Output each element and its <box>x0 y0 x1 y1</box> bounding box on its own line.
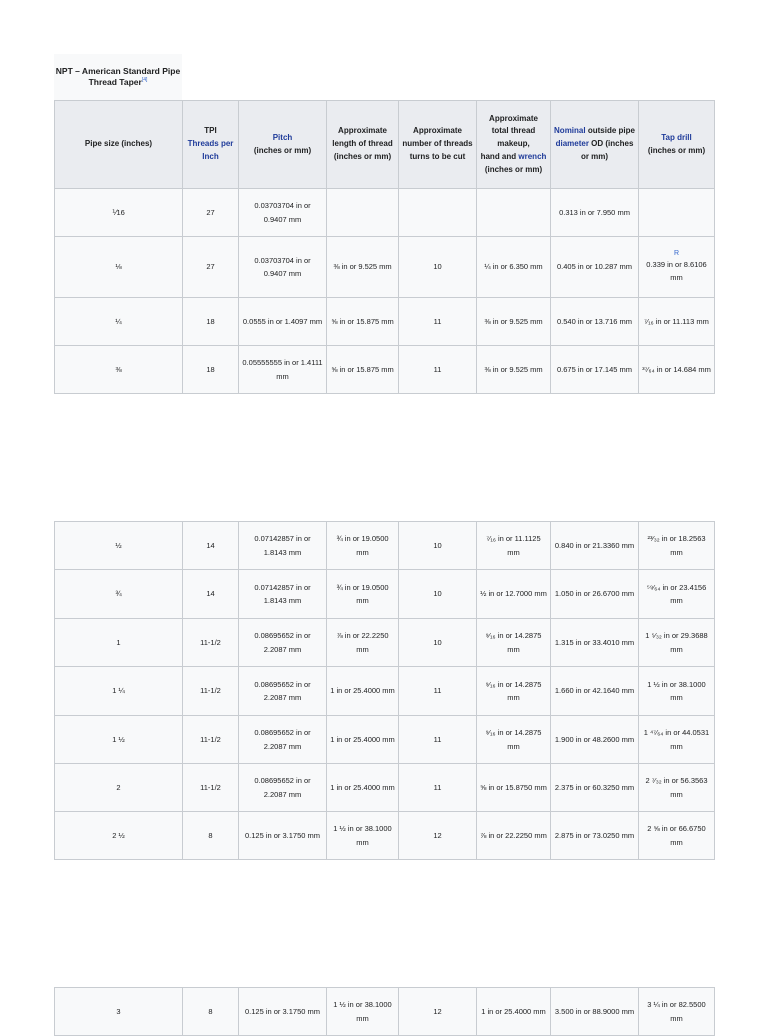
cell-value: ⅛ <box>115 262 122 272</box>
cell-value: 11 <box>433 734 442 744</box>
cell-value: ⅝ in or 15.875 mm <box>331 316 394 326</box>
cell-value: 1.050 in or 26.6700 mm <box>554 589 635 599</box>
cell-makeup <box>477 346 551 394</box>
header-tap-drill: Tap drill (inches or mm) <box>639 101 715 189</box>
reference-link[interactable]: [4] <box>141 77 148 84</box>
cell-value: ⅝ in or 15.875 mm <box>331 364 394 374</box>
cell-value: ⁷⁄₁₆ in or 11.1125 mm <box>486 534 541 557</box>
cell-value: 2 ½ <box>112 830 125 840</box>
cell-pitch <box>239 667 327 716</box>
cell-length <box>327 988 399 1036</box>
cell-tap <box>639 667 715 716</box>
cell-turns <box>399 667 477 716</box>
cell-value: 12 <box>433 830 442 840</box>
cell-turns <box>399 298 477 346</box>
cell-value: ⅜ in or 9.525 mm <box>333 262 392 272</box>
table-caption <box>54 54 182 100</box>
cell-value: ⅞ in or 22.2250 mm <box>480 830 547 840</box>
cell-value: 1 in or 25.4000 mm <box>481 1006 546 1016</box>
cell-tpi <box>183 189 239 237</box>
header-row <box>55 101 715 189</box>
cell-value: 18 <box>206 364 215 374</box>
cell-od <box>551 237 639 298</box>
cell-turns <box>399 716 477 764</box>
header-turns: Approximate number of threads turns to be cut <box>399 101 477 189</box>
cell-tpi <box>183 619 239 667</box>
cell-value: 0.07142857 in or 1.8143 mm <box>254 582 311 605</box>
cell-od <box>551 189 639 237</box>
cell-value: 2 <box>116 782 121 792</box>
cell-value: 0.05555555 in or 1.4111 mm <box>242 358 323 381</box>
cell-makeup <box>477 812 551 860</box>
cell-od <box>551 298 639 346</box>
cell-value: 0.540 in or 13.716 mm <box>556 316 633 326</box>
table-row <box>55 812 715 860</box>
cell-value: 1 ½ in or 38.1000 mm <box>333 1000 392 1023</box>
cell-value: 0.313 in or 7.950 mm <box>559 207 630 217</box>
cell-value: 8 <box>208 1006 213 1016</box>
cell-value: 1 ½ in or 38.1000 mm <box>647 679 706 702</box>
cell-od <box>551 988 639 1036</box>
cell-turns <box>399 619 477 667</box>
cell-value: 0.08695652 in or 2.2087 mm <box>254 776 311 799</box>
cell-value: 2 ⅝ in or 66.6750 mm <box>647 824 706 847</box>
cell-size <box>55 346 183 394</box>
cell-makeup <box>477 716 551 764</box>
cell-makeup <box>477 298 551 346</box>
cell-turns <box>399 237 477 298</box>
cell-makeup <box>477 237 551 298</box>
cell-pitch <box>239 812 327 860</box>
cell-value: 0.675 in or 17.145 mm <box>556 364 633 374</box>
cell-value: ¾ in or 19.0500 mm <box>336 534 389 557</box>
table-row <box>55 764 715 812</box>
cell-size <box>55 667 183 716</box>
cell-od <box>551 667 639 716</box>
cell-value: ¼ <box>115 316 122 326</box>
wrench-link[interactable]: wrench <box>518 151 547 161</box>
cell-value: 27 <box>206 207 215 217</box>
cell-value: 0.405 in or 10.287 mm <box>556 262 633 272</box>
cell-turns <box>399 189 477 237</box>
cell-value: ⅜ in or 9.525 mm <box>484 364 543 374</box>
cell-length <box>327 619 399 667</box>
cell-turns <box>399 812 477 860</box>
diameter-link[interactable]: diameter <box>555 139 589 149</box>
cell-length <box>327 346 399 394</box>
nominal-link[interactable]: Nominal <box>554 126 586 136</box>
cell-value: 0.125 in or 3.1750 mm <box>244 1006 321 1016</box>
cell-value: 11-1/2 <box>200 637 221 647</box>
cell-value: ⅝ in or 15.8750 mm <box>480 782 547 792</box>
cell-value: 10 <box>433 262 442 272</box>
cell-value: ¾ <box>115 589 122 599</box>
cell-value: 11 <box>433 316 442 326</box>
cell-value: 2 ⁷⁄₃₂ in or 56.3563 mm <box>645 776 708 799</box>
cell-value: 0.03703704 in or 0.9407 mm <box>254 201 311 224</box>
header-pitch: Pitch (inches or mm) <box>239 101 327 189</box>
cell-value: 27 <box>206 262 215 272</box>
cell-value: 11-1/2 <box>200 734 221 744</box>
cell-value: 2.375 in or 60.3250 mm <box>554 782 635 792</box>
cell-value: ⁷⁄₁₆ in or 11.113 mm <box>644 316 709 326</box>
cell-value: ²³⁄₃₂ in or 18.2563 mm <box>647 534 706 557</box>
cell-turns <box>399 988 477 1036</box>
cell-value: 8 <box>208 830 213 840</box>
cell-size <box>55 764 183 812</box>
cell-od <box>551 346 639 394</box>
cell-od <box>551 522 639 570</box>
cell-makeup <box>477 619 551 667</box>
cell-value: 1.660 in or 42.1640 mm <box>554 686 635 696</box>
table-row <box>55 346 715 394</box>
cell-makeup <box>477 764 551 812</box>
cell-value: 0.03703704 in or 0.9407 mm <box>254 255 311 278</box>
cell-value: 10 <box>433 540 442 550</box>
cell-pitch <box>239 716 327 764</box>
tap-drill-link[interactable]: Tap drill <box>661 132 692 142</box>
cell-value: 0.07142857 in or 1.8143 mm <box>254 534 311 557</box>
cell-tpi <box>183 237 239 298</box>
cell-value: 1 ¼ <box>112 686 125 696</box>
npt-table-section-3 <box>54 987 715 1036</box>
cell-tap <box>639 716 715 764</box>
cell-turns <box>399 346 477 394</box>
cell-size <box>55 298 183 346</box>
cell-tpi <box>183 298 239 346</box>
cell-value: ⁵⁹⁄₆₄ in or 23.4156 mm <box>646 582 707 605</box>
cell-tap <box>639 346 715 394</box>
cell-pitch <box>239 298 327 346</box>
table-row <box>55 667 715 716</box>
cell-value: 1 ½ <box>112 734 125 744</box>
cell-value: 1 ⁴⁷⁄₆₄ in or 44.0531 mm <box>643 728 710 751</box>
cell-value: 14 <box>206 540 215 550</box>
threads-per-inch-link[interactable]: Threads per Inch <box>187 139 234 161</box>
cell-length <box>327 716 399 764</box>
cell-pitch <box>239 522 327 570</box>
cell-pitch <box>239 619 327 667</box>
npt-table-section-1 <box>54 100 715 394</box>
cell-tap <box>639 522 715 570</box>
table-row <box>55 619 715 667</box>
cell-makeup <box>477 988 551 1036</box>
table-row <box>55 570 715 619</box>
cell-value: 3 ¼ in or 82.5500 mm <box>647 1000 706 1023</box>
cell-makeup <box>477 189 551 237</box>
header-od: Nominal outside pipe diameter OD (inches or mm) <box>551 101 639 189</box>
cell-value: 11-1/2 <box>200 782 221 792</box>
cell-value: 3.500 in or 88.9000 mm <box>554 1006 635 1016</box>
cell-length <box>327 189 399 237</box>
cell-pitch <box>239 988 327 1036</box>
cell-value: 2.875 in or 73.0250 mm <box>554 830 635 840</box>
table-row <box>55 189 715 237</box>
cell-pitch <box>239 189 327 237</box>
cell-tpi <box>183 716 239 764</box>
cell-value: ⅜ in or 9.525 mm <box>484 316 543 326</box>
cell-tpi <box>183 667 239 716</box>
cell-value: 11 <box>433 782 442 792</box>
table-row <box>55 522 715 570</box>
cell-value: 0.08695652 in or 2.2087 mm <box>254 631 311 654</box>
cell-value: ⁹⁄₁₆ in or 14.2875 mm <box>485 631 542 654</box>
cell-value: 10 <box>433 637 442 647</box>
cell-value: ⅟16 <box>112 207 125 217</box>
cell-pitch <box>239 237 327 298</box>
cell-size <box>55 570 183 619</box>
cell-value: ¼ in or 6.350 mm <box>484 262 543 272</box>
cell-value: 1 in or 25.4000 mm <box>330 686 395 696</box>
cell-tap <box>639 619 715 667</box>
header-makeup: Approximate total thread makeup, hand and wrench (inches or mm) <box>477 101 551 189</box>
cell-length <box>327 570 399 619</box>
cell-tap <box>639 237 715 298</box>
cell-tap <box>639 988 715 1036</box>
cell-value: 14 <box>206 589 215 599</box>
header-length: Approximate length of thread (inches or mm) <box>327 101 399 189</box>
table-row <box>55 988 715 1036</box>
cell-value: 0.08695652 in or 2.2087 mm <box>254 728 311 751</box>
cell-od <box>551 812 639 860</box>
cell-tpi <box>183 764 239 812</box>
caption-text: NPT – American Standard Pipe Thread Taper <box>55 65 181 87</box>
cell-od <box>551 570 639 619</box>
pitch-link[interactable]: Pitch <box>272 132 293 142</box>
cell-value: 11-1/2 <box>200 686 221 696</box>
table-row <box>55 298 715 346</box>
cell-tpi <box>183 522 239 570</box>
cell-tap <box>639 570 715 619</box>
cell-od <box>551 716 639 764</box>
cell-turns <box>399 522 477 570</box>
header-tpi: TPI Threads per Inch <box>183 101 239 189</box>
cell-value: 1 ⁵⁄₃₂ in or 29.3688 mm <box>645 631 708 654</box>
cell-tpi <box>183 812 239 860</box>
cell-tpi <box>183 346 239 394</box>
cell-value: ½ <box>115 540 122 550</box>
cell-value: 1 in or 25.4000 mm <box>330 734 395 744</box>
cell-value: 3 <box>116 1006 121 1016</box>
cell-value: 11 <box>433 686 442 696</box>
npt-table-section-2 <box>54 521 715 860</box>
cell-value: 1 <box>116 637 121 647</box>
cell-value: 1 in or 25.4000 mm <box>330 782 395 792</box>
cell-tpi <box>183 988 239 1036</box>
cell-turns <box>399 764 477 812</box>
cell-value: ½ in or 12.7000 mm <box>480 589 547 599</box>
cell-value: 0.125 in or 3.1750 mm <box>244 830 321 840</box>
cell-length <box>327 298 399 346</box>
cell-value: 12 <box>433 1006 442 1016</box>
cell-length <box>327 764 399 812</box>
cell-value: 0.840 in or 21.3360 mm <box>554 540 635 550</box>
table-row <box>55 237 715 298</box>
r-icon[interactable]: R <box>673 249 680 257</box>
cell-tap <box>639 812 715 860</box>
cell-size <box>55 988 183 1036</box>
cell-size <box>55 812 183 860</box>
cell-value: 18 <box>206 316 215 326</box>
cell-value: 0.0555 in or 1.4097 mm <box>242 316 323 326</box>
cell-tap <box>639 298 715 346</box>
cell-size <box>55 189 183 237</box>
cell-value: ⅞ in or 22.2250 mm <box>336 631 389 654</box>
cell-value: 0.339 in or 8.6106 mm <box>646 260 707 283</box>
cell-makeup <box>477 667 551 716</box>
cell-length <box>327 522 399 570</box>
cell-size <box>55 522 183 570</box>
cell-size <box>55 237 183 298</box>
cell-turns <box>399 570 477 619</box>
cell-pitch <box>239 570 327 619</box>
cell-tpi <box>183 570 239 619</box>
cell-length <box>327 237 399 298</box>
cell-value: ¾ in or 19.0500 mm <box>336 582 389 605</box>
cell-makeup <box>477 570 551 619</box>
cell-value: 10 <box>433 589 442 599</box>
cell-value: 1.315 in or 33.4010 mm <box>554 637 635 647</box>
cell-makeup <box>477 522 551 570</box>
cell-pitch <box>239 346 327 394</box>
cell-value: 1.900 in or 48.2600 mm <box>554 734 635 744</box>
cell-tap <box>639 764 715 812</box>
cell-tap <box>639 189 715 237</box>
cell-size <box>55 619 183 667</box>
table-row <box>55 716 715 764</box>
cell-od <box>551 764 639 812</box>
cell-value: ⁹⁄₁₆ in or 14.2875 mm <box>485 728 542 751</box>
cell-value: ⅜ <box>115 364 122 374</box>
cell-pitch <box>239 764 327 812</box>
cell-value: 11 <box>433 364 442 374</box>
cell-size <box>55 716 183 764</box>
header-pipe-size: Pipe size (inches) <box>55 101 183 189</box>
cell-value: 0.08695652 in or 2.2087 mm <box>254 679 311 702</box>
cell-length <box>327 667 399 716</box>
cell-value: ⁹⁄₁₆ in or 14.2875 mm <box>485 679 542 702</box>
cell-value: 1 ½ in or 38.1000 mm <box>333 824 392 847</box>
cell-od <box>551 619 639 667</box>
cell-value: ³⁷⁄₆₄ in or 14.684 mm <box>642 364 711 374</box>
cell-length <box>327 812 399 860</box>
